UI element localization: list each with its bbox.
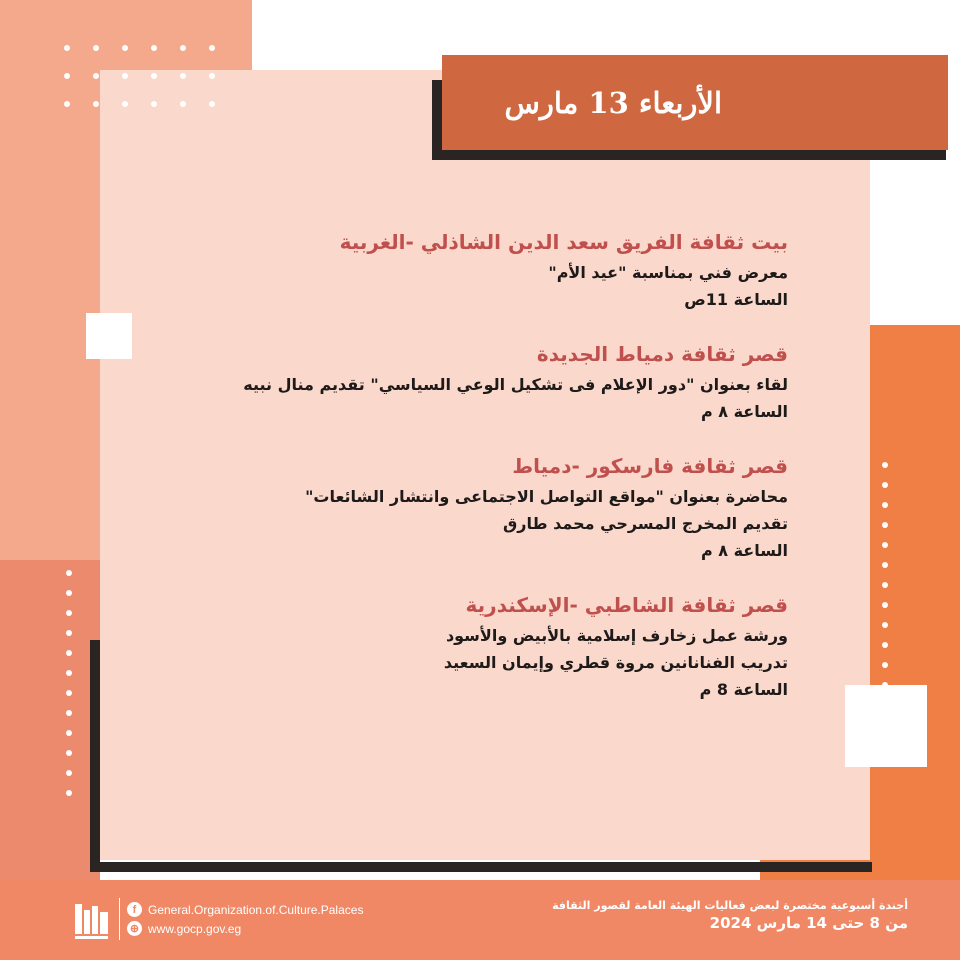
dot-decoration [209,101,215,107]
dot-decoration [122,73,128,79]
dot-decoration [180,73,186,79]
dot-column-left-decoration [66,570,72,796]
event-item [168,449,788,564]
dot-decoration [122,101,128,107]
dot-decoration [66,710,72,716]
dot-decoration [93,45,99,51]
dot-decoration [66,730,72,736]
dot-decoration [93,101,99,107]
dot-decoration [66,630,72,636]
dot-decoration [93,73,99,79]
white-square-decoration [86,313,132,359]
event-venue: قصر ثقافة فارسكور -دمياط [512,454,788,478]
event-venue: قصر ثقافة دمياط الجديدة [536,342,788,366]
dot-decoration [180,101,186,107]
dot-decoration [882,582,888,588]
events-list [168,225,788,727]
dot-decoration [151,101,157,107]
event-description: محاضرة بعنوان "مواقع التواصل الاجتماعى وانتشار الشائعات" [305,487,788,506]
dot-decoration [882,482,888,488]
dot-decoration [66,590,72,596]
facebook-link[interactable] [127,902,363,917]
event-item [168,337,788,425]
event-time: الساعة 11ص [684,290,788,309]
dot-decoration [122,45,128,51]
date-title: الأربعاء 13 مارس [504,85,722,120]
dot-decoration [209,73,215,79]
event-presenter: تدريب الفنانانين مروة قطري وإيمان السعيد [443,653,788,672]
event-time: الساعة ٨ م [700,541,788,560]
dot-decoration [151,45,157,51]
event-venue: بيت ثقافة الفريق سعد الدين الشاذلي -الغربية [339,230,788,254]
dot-decoration [209,45,215,51]
dot-decoration [64,73,70,79]
dot-decoration [66,750,72,756]
dot-column-right-decoration [882,462,888,688]
dot-decoration [66,610,72,616]
globe-icon: ⊕ [127,921,142,936]
website-link[interactable] [127,921,241,936]
dot-decoration [882,542,888,548]
facebook-icon: f [127,902,142,917]
event-time: الساعة ٨ م [700,402,788,421]
background-left-lower-panel [0,560,100,890]
dot-decoration [66,690,72,696]
dot-decoration [180,45,186,51]
footer-period-text: من 8 حتى 14 مارس 2024 [709,914,908,932]
dot-decoration [882,662,888,668]
event-item [168,225,788,313]
dot-decoration [64,101,70,107]
dot-decoration [66,650,72,656]
footer-agenda-text: أجندة أسبوعية مختصرة لبعض فعاليات الهيئة العامة لقصور الثقافة [552,899,908,912]
dot-decoration [882,642,888,648]
dot-grid-decoration [64,45,215,107]
dot-decoration [882,462,888,468]
dot-decoration [882,602,888,608]
event-venue: قصر ثقافة الشاطبي -الإسكندرية [465,593,788,617]
footer-divider [119,898,120,940]
dot-decoration [64,45,70,51]
event-description: ورشة عمل زخارف إسلامية بالأبيض والأسود [445,626,788,645]
dot-decoration [66,770,72,776]
event-item [168,588,788,703]
dot-decoration [151,73,157,79]
logo-icon [75,900,113,942]
event-description: لقاء بعنوان "دور الإعلام فى تشكيل الوعي السياسي" تقديم منال نبيه [243,375,788,394]
dot-decoration [66,570,72,576]
website-url: www.gocp.gov.eg [148,921,242,936]
dot-decoration [66,670,72,676]
dot-decoration [882,622,888,628]
facebook-handle: General.Organization.of.Culture.Palaces [148,902,364,917]
footer-agenda-block [552,898,908,933]
date-banner [442,55,948,150]
event-presenter: تقديم المخرج المسرحي محمد طارق [502,514,788,533]
white-square-decoration [845,685,927,767]
dot-decoration [882,522,888,528]
event-time: الساعة 8 م [699,680,788,699]
dot-decoration [882,502,888,508]
event-description: معرض فني بمناسبة "عيد الأم" [548,263,788,282]
dot-decoration [882,562,888,568]
dot-decoration [66,790,72,796]
